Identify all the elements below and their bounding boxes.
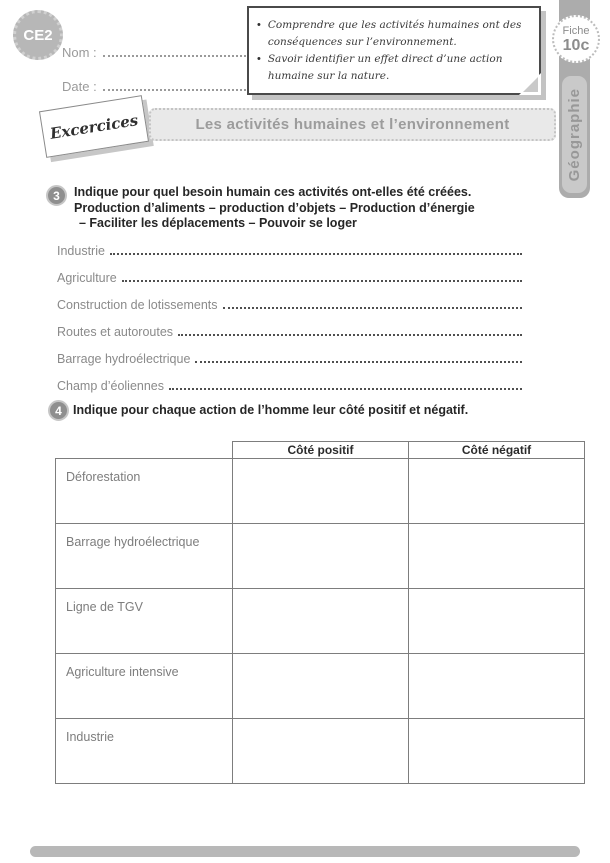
list-item (57, 366, 522, 393)
date-answer-line (103, 89, 250, 91)
objective-item (257, 51, 527, 85)
exercise3-number-badge (46, 185, 67, 206)
name-answer-line (103, 55, 250, 57)
name-field (62, 42, 250, 60)
item-label: Agriculture (57, 271, 117, 285)
row-label: Déforestation (56, 459, 233, 524)
negative-answer-cell (409, 654, 585, 719)
page-title: Les activités humaines et l’environnement (195, 116, 510, 133)
exercise3-word-bank-line1: Production d’aliments – production d’objets – Production d’énergie (74, 200, 475, 215)
answer-line (178, 334, 522, 336)
row-label: Industrie (56, 719, 233, 784)
exercices-note (39, 95, 149, 158)
bullet-icon (257, 17, 261, 51)
positive-answer-cell (233, 719, 409, 784)
positive-answer-cell (233, 654, 409, 719)
exercise4-instruction: Indique pour chaque action de l’homme leur côté positif et négatif. (73, 403, 469, 417)
list-item (57, 339, 522, 366)
table-row (56, 459, 585, 524)
negative-answer-cell (409, 719, 585, 784)
name-label: Nom : (62, 45, 97, 60)
item-label: Construction de lotissements (57, 298, 218, 312)
blank-header-cell (56, 442, 233, 459)
table-row (56, 524, 585, 589)
negative-answer-cell (409, 459, 585, 524)
item-label: Industrie (57, 244, 105, 258)
exercise3-instruction: Indique pour quel besoin humain ces activités ont-elles été créées. (74, 185, 472, 199)
positive-answer-cell (233, 589, 409, 654)
answer-line (110, 253, 522, 255)
list-item (57, 231, 522, 258)
bullet-icon (257, 51, 261, 85)
title-band (149, 108, 556, 141)
exercise3-item-list (57, 231, 522, 393)
date-field (62, 76, 250, 94)
negative-answer-cell (409, 524, 585, 589)
objective-text: Savoir identifier un effet direct d’une action humaine sur la nature. (267, 53, 503, 82)
list-item (57, 312, 522, 339)
exercise4-number-badge (48, 400, 69, 421)
table-row (56, 719, 585, 784)
answer-line (195, 361, 522, 363)
list-item (57, 258, 522, 285)
exercices-label: Excercices (48, 110, 140, 143)
subject-label: Géographie (566, 87, 583, 182)
objective-item (257, 17, 527, 51)
row-label: Barrage hydroélectrique (56, 524, 233, 589)
level-badge (13, 10, 63, 60)
date-label: Date : (62, 79, 97, 94)
positive-answer-cell (233, 524, 409, 589)
answer-line (122, 280, 522, 282)
row-label: Agriculture intensive (56, 654, 233, 719)
footer-bar (30, 846, 580, 857)
fiche-label: Fiche (562, 24, 590, 37)
exercise3-word-bank-line2: – Faciliter les déplacements – Pouvoir se loger (79, 216, 357, 230)
list-item (57, 285, 522, 312)
negative-answer-cell (409, 589, 585, 654)
fiche-badge (552, 15, 600, 63)
row-label: Ligne de TGV (56, 589, 233, 654)
column-header-positive: Côté positif (233, 442, 409, 459)
fiche-number: 10c (562, 36, 590, 54)
exercise4-number: 4 (55, 403, 62, 418)
objectives-note (247, 6, 541, 95)
item-label: Barrage hydroélectrique (57, 352, 191, 366)
positive-negative-table (55, 441, 585, 784)
objective-text: Comprendre que les activités humaines ont des conséquences sur l’environnement. (267, 19, 522, 48)
subject-box (562, 76, 587, 193)
answer-line (169, 388, 522, 390)
column-header-negative: Côté négatif (409, 442, 585, 459)
item-label: Routes et autoroutes (57, 325, 174, 339)
level-badge-text: CE2 (23, 26, 53, 44)
table-row (56, 589, 585, 654)
item-label: Champ d’éoliennes (57, 379, 165, 393)
exercise3-number: 3 (53, 188, 60, 203)
positive-answer-cell (233, 459, 409, 524)
table-header-row (56, 442, 585, 459)
exercise3-heading (74, 185, 524, 232)
table-row (56, 654, 585, 719)
answer-line (223, 307, 523, 309)
